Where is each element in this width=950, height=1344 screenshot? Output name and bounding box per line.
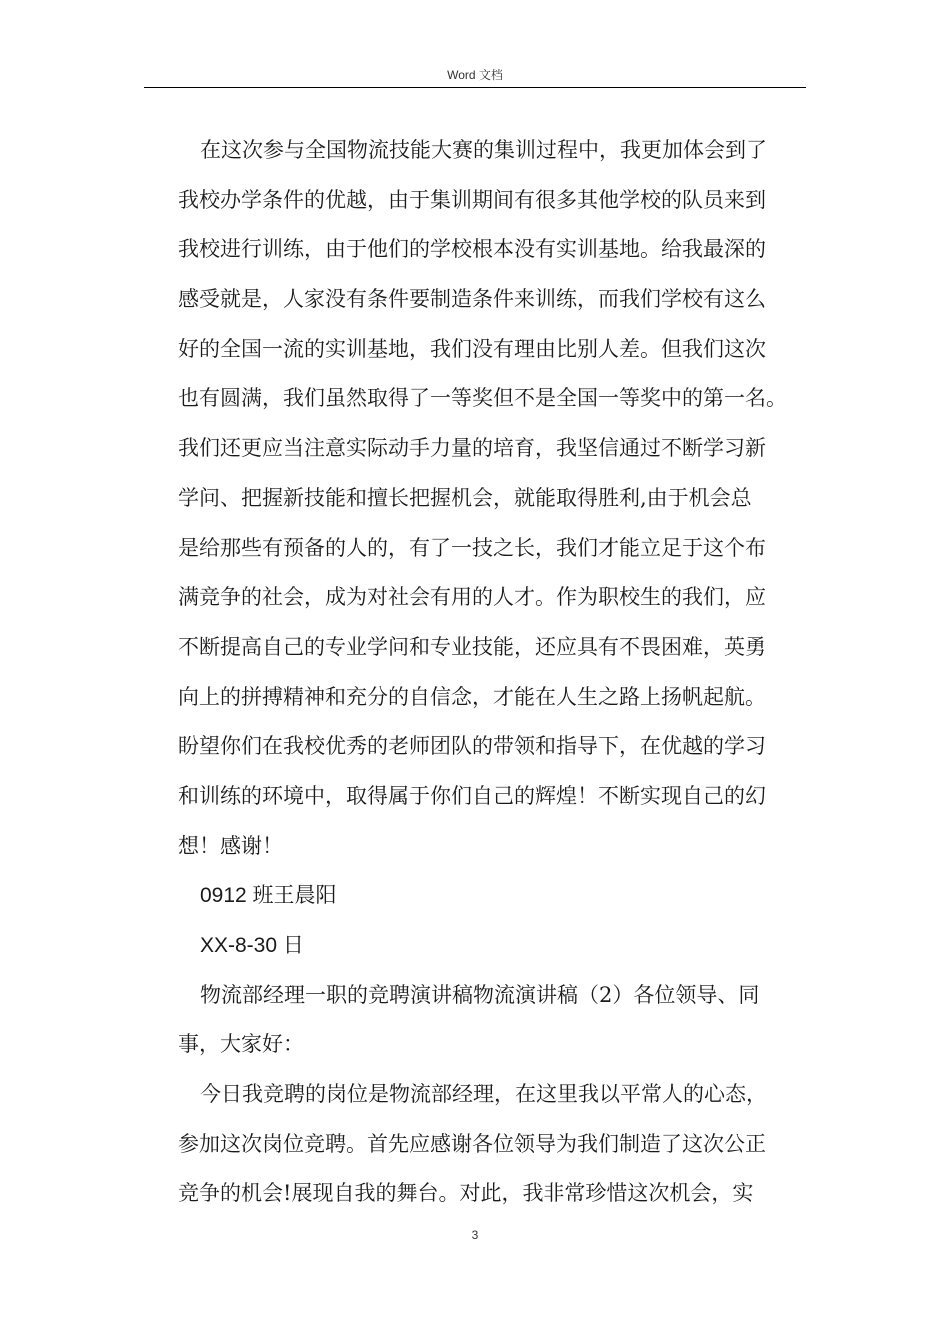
paragraph-line: 在这次参与全国物流技能大赛的集训过程中，我更加体会到了 [200, 138, 767, 162]
header-divider [144, 87, 806, 88]
signature-date: XX-8-30 日 [200, 934, 304, 957]
paragraph-line: 我校办学条件的优越，由于集训期间有很多其他学校的队员来到 [178, 187, 766, 212]
paragraph-line: 参加这次岗位竞聘。首先应感谢各位领导为我们制造了这次公正 [178, 1131, 766, 1156]
page-header-title: Word 文档 [447, 68, 503, 82]
paragraph-line: 盼望你们在我校优秀的老师团队的带领和指导下，在优越的学习 [178, 734, 766, 759]
paragraph-line: 不断提高自己的专业学问和专业技能，还应具有不畏困难，英勇 [178, 634, 766, 659]
paragraph-line: 想！感谢！ [178, 833, 283, 858]
paragraph-line: 好的全国一流的实训基地，我们没有理由比别人差。但我们这次 [178, 336, 766, 361]
paragraph-line: 是给那些有预备的人的，有了一技之长，我们才能立足于这个布 [178, 535, 766, 560]
paragraph-line: 满竞争的社会，成为对社会有用的人才。作为职校生的我们，应 [178, 585, 766, 610]
paragraph-line: 今日我竞聘的岗位是物流部经理，在这里我以平常人的心态， [200, 1082, 767, 1107]
document-body [178, 126, 818, 1219]
paragraph-line: 感受就是，人家没有条件要制造条件来训练，而我们学校有这么 [178, 287, 766, 312]
signature-name: 0912 班王晨阳 [200, 884, 337, 908]
paragraph-line: 和训练的环境中，取得属于你们自己的辉煌！不断实现自己的幻 [178, 783, 766, 808]
paragraph-line: 事，大家好： [178, 1032, 304, 1057]
paragraph-line: 竞争的机会!展现自我的舞台。对此，我非常珍惜这次机会，实 [178, 1181, 754, 1206]
paragraph-line: 物流部经理一职的竞聘演讲稿物流演讲稿（2）各位领导、同 [200, 982, 760, 1007]
page-number: 3 [471, 1228, 479, 1242]
paragraph-line: 我们还更应当注意实际动手力量的培育，我坚信通过不断学习新 [178, 436, 766, 461]
paragraph-line: 也有圆满，我们虽然取得了一等奖但不是全国一等奖中的第一名。 [178, 386, 787, 411]
paragraph-line: 学问、把握新技能和擅长把握机会，就能取得胜利,由于机会总 [178, 485, 752, 510]
paragraph-line: 向上的拼搏精神和充分的自信念，才能在人生之路上扬帆起航。 [178, 684, 766, 709]
paragraph-line: 我校进行训练，由于他们的学校根本没有实训基地。给我最深的 [178, 237, 766, 262]
